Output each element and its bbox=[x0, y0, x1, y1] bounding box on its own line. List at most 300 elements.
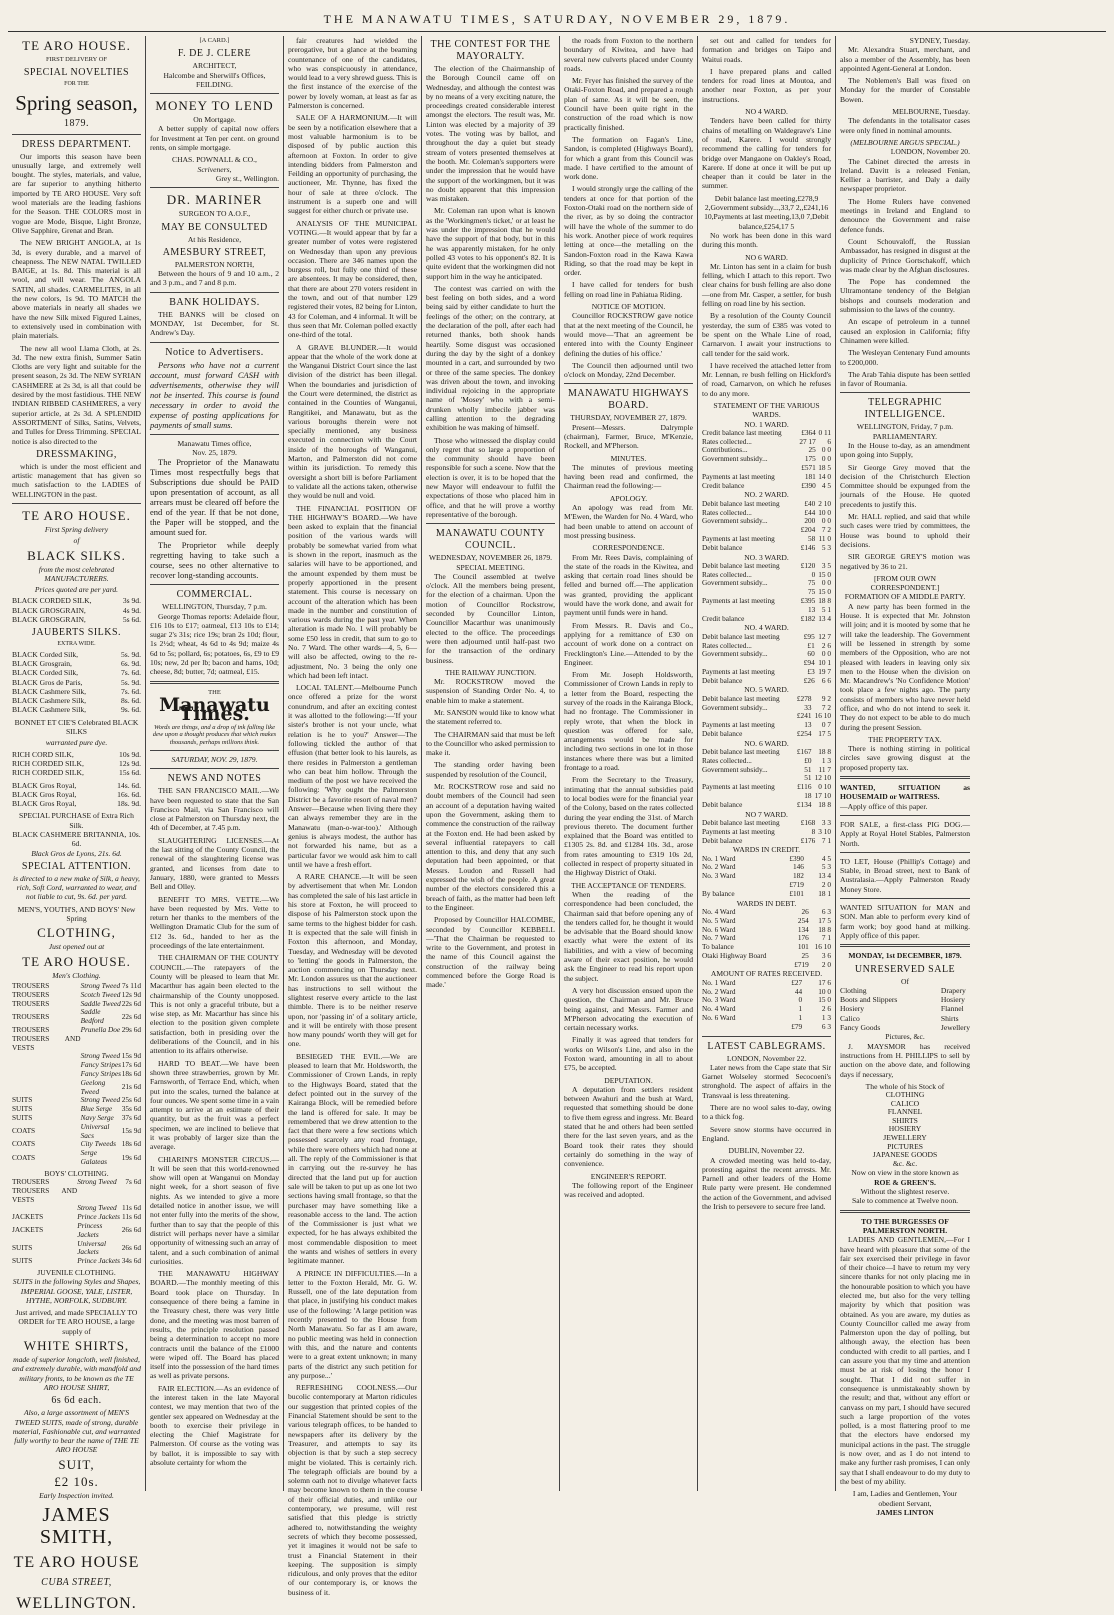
price-item: BLACK Gros Royal, bbox=[12, 799, 77, 809]
argus-date: LONDON, November 20. bbox=[890, 147, 970, 157]
mens-clothing: Men's Clothing. bbox=[52, 970, 101, 980]
price-item: BLACK Cashmere Silk, bbox=[12, 696, 87, 706]
table-cell: SUITS bbox=[12, 1242, 33, 1252]
col3-p5: THE FINANCIAL POSITION OF THE HIGHWAY'S BOARD.—We have been asked to explain that the financial position of the various wards will probably be somewhat varied from what is shown in the report, inasmuch as the salaries will have to be apportioned, and the amount expended by them must be properly apportioned in the present statement. This course is necessary on account of the alteration which has been made in the number and constitution of various wards during the past year. When alteration is made No. 1 will probably be some £50 less in credit, that sum to go to No. 7 Ward. The other wards—4, 5, 6—will also be affected, owing to the re-adjustment, No. 3 being the only one which had been left intact. bbox=[288, 503, 417, 680]
architect: ARCHITECT, bbox=[192, 61, 237, 71]
dress-text: Our imports this season have been unusually large, and extremely well bought. The styles, materials, and value, are far superior to anything hitherto imported by TE ARO HOUSE. Very soft wool materials are the leading fashions for the Season. THE COLORS most in vogue are Mode, Bisque, Light Bronze, Olive Sapphire, Grenat and Bran. bbox=[12, 151, 141, 235]
table-cell: 13 4 bbox=[818, 871, 831, 881]
table-cell: Fancy Stripes bbox=[80, 1060, 121, 1070]
trousers-table bbox=[12, 982, 141, 1167]
col7-p6: Count Schouvaloff, the Russian Ambassador, has resigned in disgust at the duplicity of Prince Gortschakoff, which was made clear by the Afghan disclosures. bbox=[840, 236, 970, 274]
price-row bbox=[12, 687, 141, 696]
table-cell: 51 bbox=[804, 764, 812, 774]
table-row bbox=[12, 1149, 141, 1167]
table-row bbox=[702, 704, 831, 713]
news-2: SLAUGHTERING LICENSES.—At the last sitting of the County Council, the renewal of the slaughtering license was granted, and licenses from date to January, 1880, were granted to Messrs Bell and Olley. bbox=[150, 835, 279, 892]
table-cell: 134 bbox=[797, 924, 809, 934]
list-item: Boots and Slippers bbox=[840, 995, 898, 1005]
col4-p1: The election of the Chairmanship of the Borough Council came off on Wednesday, and although the contest was by no means of a very exciting nature, the proceedings created considerable interest amongst the electors. The result was, Mr. Linton was elected by a majority of 39 votes. The voting was by ballot, and throughout the day a quiet but steady stream of voters presented themselves at the booth. Mr. Coleman's supporters were under the impression that he would have the support of the workingmen, but it was no doubt apparent that this impression was mistaken. bbox=[426, 64, 555, 204]
table-cell: 11s 6d bbox=[122, 1212, 141, 1222]
table-cell: 6 bbox=[827, 436, 831, 446]
table-cell: Government subsidy... bbox=[702, 516, 768, 526]
ward3-head: NO. 3 WARD. bbox=[744, 552, 789, 562]
table-cell: Payments at last meeting bbox=[702, 471, 775, 481]
news-and-notes: NEWS AND NOTES bbox=[167, 773, 262, 785]
col7-p8: An escape of petroleum in a tunnel caused an explosion in California; fifty Chinamen were killed. bbox=[840, 317, 970, 345]
table-cell: 7 1 bbox=[821, 933, 831, 943]
dress-text-3: The new all wool Llama Cloth, at 2s. 3d. The new extra finish, Summer Satin Cloths are very light and suitable for the present season, 2s 3d. The NEW SYRIAN CASHMERE at 2s 3d, is all that could be desired by the most fastidious. THE NEW INDIAN RIBBED CASHMERES, a very superior article, at 2s 3d. A SPLENDID ASSORTMENT of Silks, Satins, Velvets, and Tulles for Dress Trimming. SPECIAL notice is also directed to the bbox=[12, 343, 141, 446]
now-on-view: Now on view in the store known as bbox=[851, 1168, 959, 1178]
table-cell: 16 10 bbox=[814, 942, 831, 952]
table-row bbox=[702, 961, 831, 970]
col3-p2: SALE OF A HARMONIUM.—It will be seen by a notification elsewhere that a most valuable harmonium is to be disposed of by public auction this afternoon at Foxton. In order to give intending bidders from Palmerston and Feilding an opportunity of purchasing, the auctioneer, Mr. Thynne, has fixed the hour of sale at three o'clock. The instrument is a superb one and will suggest for either church or private use. bbox=[288, 113, 417, 216]
table-row bbox=[12, 1140, 141, 1149]
hw-9: Finally it was agreed that tenders for works on Wilson's Line, and also in the Foxton ward, amounting in all to about £75, be accepted. bbox=[564, 1035, 693, 1073]
table-cell: City Tweeds bbox=[80, 1139, 116, 1149]
price-item: BLACK Cashmere Silk, bbox=[12, 705, 87, 715]
te-aro-title-3: TE ARO HOUSE. bbox=[22, 953, 131, 969]
juvenile-text: SUITS in the following Styles and Shapes, IMPERIAL GOOSE, YALE, LISTER, HYTHE, NORFOLK, SUDBURY. bbox=[12, 1277, 141, 1305]
price-row bbox=[12, 759, 141, 768]
table-cell: 12s 9d bbox=[121, 989, 141, 999]
highways-board-head: MANAWATU HIGHWAYS BOARD. bbox=[568, 388, 689, 412]
divider bbox=[150, 768, 279, 769]
divider bbox=[150, 342, 279, 343]
special-attention: SPECIAL ATTENTION. bbox=[21, 860, 132, 872]
suit-head: SUIT, bbox=[58, 1456, 95, 1472]
table-cell: 18 8 bbox=[818, 799, 831, 809]
table-cell: 51 bbox=[804, 773, 812, 783]
col3-p3: ANALYSIS OF THE MUNICIPAL VOTING.—It would appear that by far a greater number of votes were registered on Wednesday than upon any previous occasion. There are 346 names upon the burgess roll, but fully one third of these are absentees. It may be considered, then, that there are about 270 voters resident in the town, and out of that number 129 registered their votes, 82 being for Linton, 43 for Coleman, and 4 informal. It will be thus seen that Mr. Coleman polled exactly one-third of the total. bbox=[288, 218, 417, 340]
table-cell: £168 bbox=[800, 817, 816, 827]
proprietor-text: The Proprietor of the Manawatu Times most respectfully begs that Subscriptions due should be PAID upon presentation of account, as all arrears must be cleared off before the end of the year. If that be not done, the Paper will be stopped, and the amount sued for. bbox=[150, 457, 279, 538]
price-item: BLACK Corded Silk, bbox=[12, 668, 79, 678]
price-item: BLACK GROSGRAIN, bbox=[12, 615, 86, 625]
table-cell: £571 bbox=[801, 463, 816, 473]
table-cell: £390 bbox=[789, 853, 804, 863]
hw-8: A very hot discussion ensued upon the question, the Chairman and Mr. Bruce being against, and Messrs. Farmer and M'Pherson advocating the execution of certain necessary works. bbox=[564, 985, 693, 1033]
table-cell: 19 7 bbox=[818, 666, 831, 676]
table-cell: £26 bbox=[803, 675, 815, 685]
price-row bbox=[12, 659, 141, 668]
table-row bbox=[12, 1257, 141, 1266]
table-cell: 1 3 bbox=[821, 755, 831, 765]
col7-p14: SIR GEORGE GREY'S motion was negatived by 36 to 21. bbox=[840, 552, 970, 571]
list-item: JAPANESE GOODS bbox=[872, 1150, 938, 1160]
wards-debt-head: WARDS IN DEBT. bbox=[736, 898, 797, 908]
stock-list bbox=[840, 1091, 970, 1168]
for-the: FOR THE bbox=[64, 81, 89, 88]
col5-p3: The formation on Fagan's Line, Sandon, is completed (Highways Board), for which a grant from this Council was made. I have certified to the amount of work done. bbox=[564, 134, 693, 182]
price-value: 8s. 6d. bbox=[120, 696, 141, 706]
table-cell: Prince Jackets bbox=[77, 1256, 120, 1266]
table-cell: COATS bbox=[12, 1139, 36, 1149]
just-opened: Just opened out at bbox=[48, 942, 105, 952]
table-cell: TROUSERS bbox=[12, 1024, 50, 1034]
table-cell: No. 1 Ward bbox=[702, 977, 736, 987]
special-meeting: SPECIAL MEETING. bbox=[456, 562, 525, 572]
table-cell: 11s 6d bbox=[122, 1203, 141, 1213]
column-3 bbox=[284, 36, 422, 1597]
price-value: 9s. 6d. bbox=[120, 705, 141, 715]
table-cell: 200 bbox=[804, 516, 816, 526]
table-cell: 0 7 bbox=[821, 720, 831, 730]
commercial-text: George Thomas reports: Adelaide flour, £16 10s to £17; oatmeal, £13 10s to £14; sugar 2's 31s; rice 19s; bran 2s 10d; flour, 1s 2½d; wheat, 4s 6d to 4s 9d; maize 4s 6d to 5s; pollard, 6s; potatoes, 6s, £9 to £9 10s; new, 2d per lb; bacon and hams, 10d; cheese, 8d; butter, 7d; oatmeal, £15. bbox=[150, 611, 279, 677]
col5-p5: I have called for tenders for bush felling on road line in Pahiatua Riding. bbox=[564, 280, 693, 299]
table-cell: Strong Tweed bbox=[77, 1177, 117, 1186]
bonnet-silks: BONNET ET CIE'S Celebrated BLACK SILKS bbox=[14, 717, 139, 737]
remain-text: I am, Ladies and Gentlemen, Your obedient Servant, bbox=[852, 1489, 958, 1508]
table-cell: £146 bbox=[800, 542, 816, 552]
attention-text: is directed to a new make of Silk, a heavy, rich, Soft Cord, warranted to wear, and not liable to cut, 9s. 6d. per yard. bbox=[13, 873, 140, 902]
col4-p3: The contest was carried on with the best feeling on both sides, and a word being said by either candidate to hurt the feelings of the other; on the contrary, at the declaration of the poll, after each had returned thanks, both shook hands heartily. Some disgust was occasioned during the day by the sight of a donkey mounted in a cart, and surrounded by two or three of the same species. The donkey was driven about the town, and invoking individual rejoicing in the appropriate name of 'Mosey' who with a semi-drunken wholly imbecile jabber was calling attention to the degrading exhibition he was making of himself. bbox=[426, 283, 555, 433]
table-cell: Saddle Tweed bbox=[80, 998, 121, 1008]
table-cell: Credit balance bbox=[702, 480, 745, 490]
col4-p2: Mr. Coleman ran upon what is known as the 'Workingmen's ticket,' or at least he was under the impression that he would have the support of that body, but in this he was apparently mistaken, for he only polled 43 votes to his opponent's 82. It is quite evident that the workingmen did not support him in the way he anticipated. bbox=[426, 206, 555, 281]
table-cell: 10 0 bbox=[818, 986, 831, 996]
table-cell: £167 bbox=[796, 747, 812, 757]
divider bbox=[840, 944, 970, 947]
table-cell: 7s 6d bbox=[125, 1177, 141, 1186]
divider bbox=[702, 1036, 831, 1037]
table-cell: 176 bbox=[797, 933, 809, 943]
table-cell: Payments at last meeting bbox=[702, 782, 775, 792]
table-row bbox=[702, 482, 831, 491]
just-arrived: Just arrived, and made SPECIALLY TO ORDER for TE ARO HOUSE, a large supply of bbox=[15, 1308, 138, 1336]
jauberts-price-list bbox=[12, 650, 141, 715]
column-7 bbox=[836, 36, 974, 1517]
table-cell: 8 bbox=[811, 826, 816, 836]
table-cell: 25 bbox=[808, 445, 816, 455]
own-correspondent: [FROM OUR OWN CORRESPONDENT.] bbox=[870, 573, 940, 593]
te-aro-title-2: TE ARO HOUSE. bbox=[22, 507, 131, 523]
col3-p1: fair creatures had wielded the prerogative, but a glance at the beaming countenance of one of the candidates, who was conspicuously in attendance, would lead to a very shrewd guess. This is the first instance of the exercise of the power by lovely woman, at least as far as Palmerston is concerned. bbox=[288, 36, 417, 111]
table-row bbox=[702, 837, 831, 846]
the-label: THE bbox=[208, 688, 221, 696]
table-cell: 17 10 bbox=[814, 791, 831, 801]
hw-6: From the Secretary to the Treasury, intimating that the annual subsidies paid to local bodies were for the financial year of the Colony, based on the rates collected during the year ending the 31st. of March previous thereto. The document further explained that the Board was entitled to £1305 2s. 8d. and £1284 10s. 3d., arose from rates amounting to £319 10s 2d, collected in respect of property situated in the Highway District of Otaki. bbox=[564, 775, 693, 878]
list-item: &c. &c. bbox=[892, 1158, 918, 1168]
table-cell: By balance bbox=[702, 888, 735, 898]
table-cell: Navy Serge bbox=[80, 1112, 114, 1122]
table-cell: Payments at last meeting bbox=[702, 533, 775, 543]
table-cell: TROUSERS bbox=[12, 980, 50, 990]
table-cell: £44 bbox=[804, 507, 816, 517]
table-row bbox=[12, 1035, 141, 1053]
hw-date: THURSDAY, NOVEMBER 27, 1879. bbox=[570, 413, 687, 423]
ward4-head: NO. 4 WARD. bbox=[744, 623, 789, 633]
at-residence: At his Residence, bbox=[187, 234, 242, 244]
col3-p4: A GRAVE BLUNDER.—It would appear that the whole of the work done at the Wanganui District Court since the last division of the district has been illegal. When the boundaries and jurisdiction of the Court were determined, the district as contained in the Counties of Wanganui, Rangitikei, and Manawatu, but as the various boroughs therein were not specially mentioned, any business executed in connection with the Court inside of the boroughs of Wanganui, Marton, and Palmerston did not come within its jurisdiction. To remedy this oversight a short bill is before Parliament to validate all the actions taken, otherwise they would be null and void. bbox=[288, 342, 417, 501]
col5-p1: the roads from Foxton to the northern boundary of Kiwitea, and have had several new culverts placed under County roads. bbox=[564, 36, 693, 73]
table-cell: 6 6 bbox=[821, 675, 831, 685]
table-row bbox=[702, 1014, 831, 1023]
money-text: A better supply of capital now offers for Investment at Ten per cent. on ground rents, on simple mortgage. bbox=[150, 124, 279, 153]
table-cell: 15s 9d bbox=[121, 1051, 141, 1061]
minutes: MINUTES. bbox=[610, 453, 647, 463]
hw-4: From Messrs. R. Davis and Co., applying for a remittance of £30 on account of work done on a contract on Frecklington's Line.—Attended to by the Engineer. bbox=[564, 620, 693, 667]
paper-motto: Words are things, and a drop of ink falling like dew upon a thought produces that which makes thousands, perhaps millions think. bbox=[152, 723, 277, 746]
to-let-house: TO LET, House (Phillip's Cottage) and Stable, in Broad street, next to Bank of Australasia.—Apply Palmerston Ready Money Store. bbox=[840, 856, 970, 894]
list-item: Hosiery bbox=[840, 1004, 865, 1014]
juvenile-clothing: JUVENILE CLOTHING. bbox=[37, 1267, 116, 1277]
table-cell: 15 0 bbox=[818, 569, 831, 579]
ward-4-head: NO 4 WARD. bbox=[745, 107, 788, 117]
list-item: Flannel bbox=[940, 1004, 964, 1014]
table-cell: 175 bbox=[804, 454, 816, 464]
table-cell: Scotch Tweed bbox=[80, 989, 121, 999]
wanted-housemaid: WANTED, SITUATION as HOUSEMAID or WAITRESS. bbox=[840, 783, 970, 802]
list-item: JEWELLERY bbox=[883, 1133, 927, 1143]
table-cell: Rates collected... bbox=[702, 755, 752, 765]
col6-p4: No work has been done in this ward during this month. bbox=[702, 230, 831, 250]
rich-silk-list bbox=[12, 750, 141, 778]
shirts-text: made of superior longcloth, well finished, and extremely durable, with mandfold and military fronts, to be known as the TE ARO HOUSE SHIRT, bbox=[12, 1355, 141, 1392]
hw-11: The following report of the Engineer was received and adopted. bbox=[564, 1180, 693, 1200]
col4-c7: Proposed by Councillor HALCOMBE, seconded by Councillor KEBBELL—'That the Chairman be requested to write to the Government, and protest in the name of this Council against the construction of the railway being commenced before the Gorge Road is made.' bbox=[426, 915, 555, 990]
apology: APOLOGY. bbox=[609, 493, 648, 503]
black-silks: BLACK SILKS. bbox=[27, 547, 126, 563]
table-cell: Payments at last meeting bbox=[702, 720, 775, 730]
ward6-head: NO. 6 WARD. bbox=[744, 738, 789, 748]
divider bbox=[840, 898, 970, 899]
table-cell: 254 bbox=[797, 915, 809, 925]
table-cell: £719 bbox=[789, 880, 804, 890]
table-cell: £101 bbox=[789, 888, 804, 898]
ward-6-head: NO 6 WARD. bbox=[745, 252, 788, 262]
table-cell: £182 bbox=[800, 613, 816, 623]
table-cell: 6 3 bbox=[821, 1021, 831, 1031]
table-cell: 13 bbox=[807, 604, 816, 614]
table-row bbox=[12, 1008, 141, 1026]
col6-p6: By a resolution of the County Council yesterday, the sum of £385 was voted to be spent on the Whale Line of road, Carnarvon. I await your instructions to call tender for the said work. bbox=[702, 311, 831, 358]
table-cell: 0 0 bbox=[821, 649, 831, 659]
table-cell: 7s 11d bbox=[122, 980, 141, 990]
table-cell: £395 bbox=[800, 596, 816, 606]
engineers-report: ENGINEER'S REPORT. bbox=[590, 1171, 667, 1181]
times-office: Manawatu Times office, bbox=[177, 438, 252, 448]
table-cell: Credit balance last meeting bbox=[702, 427, 782, 437]
price-item: BLACK Gros Royal, bbox=[12, 789, 77, 799]
table-cell: £134 bbox=[796, 799, 812, 809]
table-cell bbox=[122, 1035, 141, 1053]
price-row bbox=[12, 750, 141, 759]
cable-1: Later news from the Cape state that Sir Garnet Wolseley stormed Secocoeni's stronghold. The aspect of affairs in the Transvaal is less threatening. bbox=[702, 1062, 831, 1100]
list-item: Fancy Goods bbox=[840, 1023, 881, 1033]
dress-text-2: The NEW BRIGHT ANGOLA, at 1s 3d, is every durable, and a marvel of cheapness. The NEW NATAL TWILLED BAIGE, at 1s. 8d. This material is all wool, and will wear. The ANGOLA SATIN, all shades. CARMELITES, in all the new colors, 1s 9d. TO MATCH the above materials in nearly all shades we have the new Silk mixed Figured Laines, to extensively used in combination with plain materials. bbox=[12, 238, 141, 341]
acceptance-of-tenders: THE ACCEPTANCE OF TENDERS. bbox=[571, 880, 686, 890]
table-cell: Debit balance last meeting bbox=[702, 817, 780, 827]
black-gros-lyons: Black Gros de Lyons, 21s. 6d. bbox=[31, 848, 122, 858]
table-cell: Strong Tweed bbox=[80, 1051, 121, 1061]
table-cell: 18 8 bbox=[818, 596, 831, 606]
table-cell: Contributions... bbox=[702, 445, 748, 455]
table-cell: No. 4 Ward bbox=[702, 1004, 736, 1014]
list-item: Shirts bbox=[940, 1013, 959, 1023]
col3-p6: LOCAL TALENT.—Melbourne Punch once offered a prize for the worst conundrum, and after an exciting contest it was allotted to the following:—'If your sister's brother is not your uncle, what relation is he to you?' Answer—The following tickled the author of that effusion (that better look to his laurels, as there resides in Palmerston a gentleman who can beat him hollow. Through the medium of the post we have received the following: 'Why ought the Palmerston District be a favorite resort of naval men? Answer—Because when living there they can always remember they are in the Manawatu (man-o-war-too).' Although genius is always modest, the author has not forwarded his name, but as a particular favor we would ask him to call until we have a fresh effort. bbox=[288, 683, 417, 869]
table-cell bbox=[702, 961, 789, 970]
price-row bbox=[12, 799, 141, 808]
notice-of-motion: NOTICE OF MOTION. bbox=[591, 302, 666, 312]
jauberts-silks: JAUBERTS SILKS. bbox=[31, 627, 122, 639]
col7-p10: The Arab Tahia dispute has been settled in favor of Roumania. bbox=[840, 369, 970, 389]
dressmaking-text: which is under the most efficient and artistic management that has given so much satisfaction to the LADIES of WELLINGTON in the past. bbox=[12, 461, 141, 499]
cable-3: Severe snow storms have occurred in England. bbox=[702, 1124, 831, 1143]
on-mortgage: On Mortgage. bbox=[193, 115, 236, 125]
table-row bbox=[702, 890, 831, 899]
table-cell: 12 7 bbox=[818, 631, 831, 641]
bank-text: THE BANKS will be closed on MONDAY, 1st December, for St. Andrew's Day. bbox=[150, 309, 279, 338]
col7-p5: The Home Rulers have convened meetings in Ireland and England to denounce the Government and raise defence funds. bbox=[840, 196, 970, 234]
table-cell: 17s 6d bbox=[121, 1060, 141, 1070]
table-cell: Debit balance last meeting bbox=[702, 498, 780, 508]
table-cell: £27 bbox=[791, 977, 803, 987]
table-cell: JACKETS bbox=[12, 1212, 44, 1222]
table-cell: 17 5 bbox=[818, 915, 831, 925]
table-cell: 1 bbox=[798, 1004, 803, 1014]
wellington: WELLINGTON. bbox=[16, 1595, 137, 1613]
hw-5: From Mr. Joseph Holdsworth, Commissioner of Crown Lands in reply to a letter from the Board, respecting the survey of the roads in the Kairanga Block, had no frontage. The Commissioner in reply wrote, that when the block in question was offered for sale, arrangements would be made for including two sections in one lot in those instances where there was but a limited frontage to a road. bbox=[564, 670, 693, 773]
table-cell: 0 0 bbox=[821, 516, 831, 526]
table-cell: £278 bbox=[796, 693, 812, 703]
price-value: 3s 9d. bbox=[122, 596, 141, 606]
news-4: THE CHAIRMAN OF THE COUNTY COUNCIL.—The ratepayers of the County will be pleased to learn that Mr. Macarthur has again been elected to the chairmanship of the County unopposed. This is not only a graceful tribute, but a wise step, as Mr. Macarthur has since his election to the position given complete satisfaction, both in presiding over the deliberations of the Council, and in his attention to its affairs otherwise. bbox=[150, 953, 279, 1056]
sale-commence: Sale to commence at Twelve noon. bbox=[851, 1196, 959, 1206]
col3-p7: A RARE CHANCE.—It will be seen by advertisement that when Mr. London has completed the sale of his last article in his store at Foxton, he will proceed to dispose of his Palmerston stock upon the same terms to the highest bidder for cash. It is expected that the sale will finish in Foxton this afternoon, and Monday, Tuesday, and Wednesday will be devoted to 'letting' the goods in Palmerston, the auction commencing on Thursday next. Mr. London assures us that the auctioneer has instructions to sell without the slightest reserve every article to the last thimble. There is to be neither reserve upon, nor 'passing in' of a solitary article, and it will be entirely with those present how many pounds' worth they will get for one. bbox=[288, 872, 417, 1049]
table-cell: 3 3 bbox=[821, 817, 831, 827]
price-value: 5s. 9d. bbox=[120, 677, 141, 687]
table-cell: TROUSERS AND VESTS bbox=[12, 1185, 78, 1204]
price-value: 14s. 6d. bbox=[117, 780, 141, 790]
table-cell: Payments at last meeting bbox=[702, 666, 775, 676]
table-cell: Debit balance bbox=[702, 675, 743, 685]
notice-text: Persons who have not a current account, must forward CASH with advertisements, otherwise they will not be inserted. This course is found necessary in order to avoid the expense of posting applications for payments of small sums. bbox=[150, 359, 279, 430]
list-item: FLANNEL bbox=[887, 1107, 923, 1117]
table-cell: Prunella Doe bbox=[80, 1024, 121, 1034]
table-cell: 12 10 bbox=[814, 773, 831, 783]
also-suits: Also, a large assortment of MEN'S TWEED SUITS, made of strong, durable material, Fashionable cut, and warranted fully worthy to bear the name of THE TE ARO HOUSE bbox=[12, 1408, 141, 1455]
table-cell: No. 6 Ward bbox=[702, 924, 736, 934]
list-item: PICTURES bbox=[887, 1141, 923, 1151]
divider bbox=[840, 1210, 970, 1213]
table-cell: 19s 6d bbox=[121, 1152, 141, 1162]
table-cell: 26 bbox=[801, 906, 809, 916]
table-cell: £364 bbox=[801, 427, 816, 437]
table-cell: No. 4 Ward bbox=[702, 906, 736, 916]
table-cell: Princess Jackets bbox=[77, 1220, 103, 1239]
boys-clothing: BOYS' CLOTHING. bbox=[44, 1168, 109, 1178]
table-cell: £254 bbox=[796, 728, 812, 738]
col7-p3: The defendants in the totalisator cases were only fined in nominal amounts. bbox=[840, 116, 970, 135]
column-1 bbox=[8, 36, 146, 1613]
ward-2-table bbox=[702, 500, 831, 553]
table-cell: 0 0 bbox=[821, 454, 831, 464]
col7-p13: Mr. HALL replied, and said that while such cases were tried by committees, the House was bound to uphold their decisions. bbox=[840, 512, 970, 549]
goods-lists bbox=[840, 986, 970, 1032]
table-cell: SUITS bbox=[12, 1104, 33, 1114]
dr-mariner: DR. MARINER bbox=[166, 192, 263, 208]
table-cell: 5 3 bbox=[821, 542, 831, 552]
table-cell: 37s 6d bbox=[121, 1112, 141, 1122]
table-cell: TROUSERS AND VESTS bbox=[12, 1033, 81, 1052]
ward-7-table bbox=[702, 819, 831, 845]
pownall: CHAS. POWNALL & CO., bbox=[172, 155, 257, 165]
table-cell: 25s 6d bbox=[121, 1095, 141, 1105]
table-cell: £1 bbox=[807, 640, 815, 650]
table-cell: 0 0 bbox=[821, 445, 831, 455]
table-cell: £120 bbox=[800, 560, 816, 570]
ward2-head: NO. 2 WARD. bbox=[744, 490, 789, 500]
burgesses-head: TO THE BURGESSES OF PALMERSTON NORTH. bbox=[861, 1216, 949, 1235]
times-date: Nov. 25, 1879. bbox=[192, 447, 237, 457]
divider bbox=[840, 776, 970, 779]
price-value: 5s. 9d. bbox=[120, 649, 141, 659]
table-cell: 27 17 bbox=[799, 436, 816, 446]
divider bbox=[150, 584, 279, 585]
extra-wide: EXTRA WIDE. bbox=[57, 641, 96, 648]
hw-1: The minutes of previous meeting having been read and confirmed, the Chairman read the following:— bbox=[564, 462, 693, 491]
of-label-2: Of bbox=[900, 976, 909, 986]
prices-quoted: Prices quoted are per yard. bbox=[34, 585, 119, 595]
table-cell: TROUSERS bbox=[12, 998, 50, 1008]
table-cell bbox=[81, 1035, 122, 1053]
table-row bbox=[12, 1187, 141, 1205]
table-cell: Rates collected... bbox=[702, 569, 752, 579]
white-shirts: WHITE SHIRTS, bbox=[23, 1338, 130, 1354]
dressmaking: DRESSMAKING, bbox=[36, 448, 117, 460]
table-cell: £176 bbox=[800, 835, 816, 845]
col7-p9: The Wesleyan Centenary Fund amounts to £200,000. bbox=[840, 348, 970, 367]
commercial: COMMERCIAL. bbox=[176, 589, 253, 601]
table-cell: Otaki Highway Board bbox=[702, 950, 767, 960]
table-row bbox=[702, 544, 831, 553]
wards-credit-table bbox=[702, 855, 831, 899]
divider bbox=[150, 434, 279, 435]
table-cell: No. 3 Ward bbox=[702, 995, 736, 1005]
divider bbox=[840, 392, 970, 393]
hw-present: Present—Messrs. Dalrymple (chairman), Farmer, Bruce, M'Kenzie, Rockell, and M'Pherson. bbox=[564, 422, 693, 451]
mens-youths: MEN'S, YOUTH'S, AND BOYS' New Spring bbox=[17, 904, 136, 924]
table-cell: 26s 6d bbox=[121, 1225, 141, 1235]
palmerston-north: PALMERSTON NORTH, bbox=[174, 259, 255, 269]
table-cell: No. 1 Ward bbox=[702, 853, 736, 863]
table-row bbox=[12, 1079, 141, 1097]
hw-10: A deputation from settlers resident between Awahuri and the bush at Ward, requested that something should be done to five them egress and ingress. Mr. Beard stated that he and others had been settled there for the last seven years, and as the Board took their rates they should certainly do something in the way of convenience. bbox=[564, 1084, 693, 1169]
col4-c3: Mr. SANSON would like to know what the statement referred to. bbox=[426, 708, 555, 727]
table-cell: £204 bbox=[800, 525, 816, 535]
table-cell: SUITS bbox=[12, 1112, 33, 1122]
table-row bbox=[702, 783, 831, 792]
from-most: from the most celebrated MANUFACTURERS. bbox=[38, 564, 115, 583]
table-cell: Government subsidy... bbox=[702, 649, 768, 659]
divider bbox=[426, 523, 555, 524]
table-cell bbox=[702, 1023, 778, 1032]
table-cell: 15 0 bbox=[818, 587, 831, 597]
table-cell: 58 bbox=[807, 533, 816, 543]
shirt-price: 6s 6d each. bbox=[51, 1395, 102, 1407]
wards-debt-table bbox=[702, 908, 831, 970]
wanted-housemaid-apply: —Apply office of this paper. bbox=[840, 801, 928, 811]
price-value: 5s 6d. bbox=[122, 615, 141, 625]
list-item: SHIRTS bbox=[892, 1115, 918, 1125]
ward-6-table bbox=[702, 748, 831, 810]
melbourne-date: MELBOURNE, Tuesday. bbox=[892, 107, 970, 117]
cable-4: A crowded meeting was held to-day, protesting against the recent arrests. Mr. Parnell and other leaders of the Home Rule party were present. He condemned the action of the Government, and advised the Irish to persevere to secure free land. bbox=[702, 1155, 831, 1212]
list-item: Jewellery bbox=[940, 1023, 970, 1033]
divider bbox=[12, 134, 141, 135]
table-cell: To balance bbox=[702, 942, 734, 952]
of-label: of bbox=[73, 536, 80, 546]
